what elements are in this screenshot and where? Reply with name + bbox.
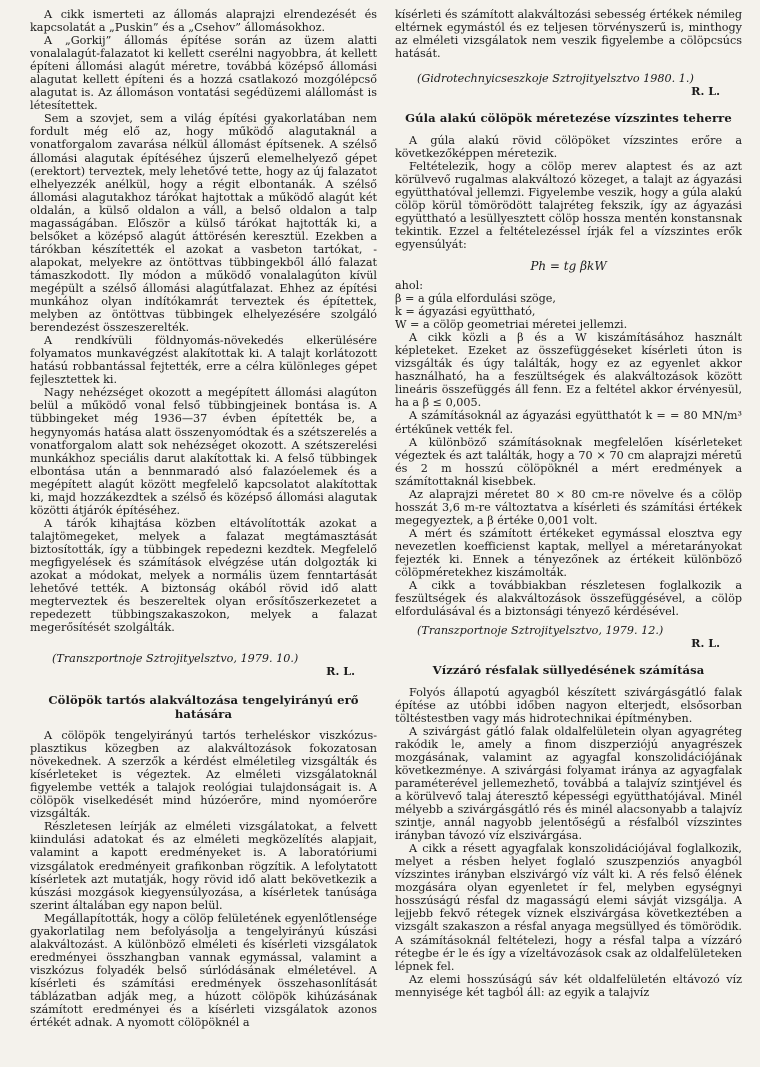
paragraph: Az elemi hosszúságú sáv két oldalfelületén eltávozó víz mennyisége két tagból áll: az egyik a talajvíz bbox=[395, 972, 742, 999]
article-heading-text: Cölöpök tartós alakváltozása tengelyirányú erő hatására bbox=[48, 693, 359, 721]
paragraph: A cikk a résett agyagfalak konszolidációjával foglalkozik, melyet a résben helyet foglaló szuszpenziós anyagból vízszintes irányban elszivárgó víz vált ki. A rés felső élének mozgására olyan egyenletet ír fel, melyben egységnyi hosszúságú résfal dz magasságú elemi sávját vizsgálja. A lejjebb fekvő rétegek víznek elszivárgása következtében a vizsgált szakaszon a résfal anyaga megsüllyed és tömörödik. A számításoknál feltételezi, hogy a résfal talpa a vízzáró rétegbe ér le és így a vízeltávozások csak az oldalfelületeken lépnek fel. bbox=[395, 842, 742, 973]
definition-item: W = a cölöp geometriai méretei jellemzi. bbox=[395, 318, 628, 332]
definition-item: β = a gúla elfordulási szöge, bbox=[395, 292, 556, 306]
article-heading-text: Vízzáró résfalak süllyedésének számítása bbox=[432, 663, 705, 678]
article-heading-text: Gúla alakú cölöpök méretezése vízszintes teherre bbox=[405, 111, 732, 126]
source-citation bbox=[395, 72, 742, 85]
paragraph: A különböző számításoknak megfelelően kísérleteket végeztek és azt találták, hogy a 70 × 70 cm alaprajzi méretű és 2 m hosszú cölöpöknél a mért eredmények a számítottaknál kisebbek. bbox=[395, 435, 742, 488]
paragraph: Részletesen leírják az elméleti vizsgálatokat, a felvett kiindulási adatokat és az elméleti megközelítés alapjait, valamint a kapott eredményeket is. A laboratóriumi vizsgálatok eredményeit grafikonban rögzítik. A lefolytatott kísérletek azt mutatják, hogy rövid idő alatt bekövetkezik a kúszási mozgások kiegyensúlyozása, a kísérletek tanúsága szerint általában egy napon belül. bbox=[30, 820, 377, 912]
paragraph: A cikk a továbbiakban részletesen foglalkozik a feszültségek és alakváltozások összefüggésével, a cölöp elfordulásával és a biztonsági tényező kérdésével. bbox=[395, 579, 742, 619]
right-column bbox=[395, 8, 742, 1067]
article-heading bbox=[395, 664, 742, 677]
author-initials: R. L. bbox=[691, 84, 720, 99]
paragraph: A számításoknál az ágyazási együtthatót k = = 80 MN/m³ értékűnek vették fel. bbox=[395, 409, 742, 436]
paragraph: kísérleti és számított alakváltozási sebesség értékek némileg eltérnek egymástól és ez teljesen törvényszerű is, minthogy az elméleti vizsgálatok nem veszik figyelembe a cölöpcsúcs hatását. bbox=[395, 8, 742, 61]
paragraph: Nagy nehézséget okozott a megépített állomási alagúton belül a működő vonal felső tübbingjeinek bontása is. A tübbingeket még 1936—37 évben építették be, a hegynyomás hatása alatt összenyomódtak és a szétszerelés a vonatforgalom alatt sok nehézséget okozott. A szétszerelési munkákhoz speciális darut alakítottak ki. A felső tübbingek elbontása után a bennmaradó alsó falazóelemek és a megépített alagút között megfelelő kapcsolatot alakítottak ki, majd hozzákezdtek a szélső és középső állomási alagutak közötti átjárók építéséhez. bbox=[30, 386, 377, 517]
paragraph: A „Gorkij” állomás építése során az üzem alatti vonalalagút-falazatot ki kellett cserélni nagyobbra, át kellett építeni állomási alagút méretre, továbbá középső állomási alagutat kellett építeni és a hozzá csatlakozó mozgólépcső alagutat is. Az állomáson vontatási segédüzemi alállomást is létesítettek. bbox=[30, 34, 377, 113]
author-initials: R. L. bbox=[326, 664, 355, 679]
formula: Ph = tg βkW bbox=[530, 259, 607, 274]
author-initials: R. L. bbox=[691, 636, 720, 651]
paragraph: Az alaprajzi méretet 80 × 80 cm-re növelve és a cölöp hosszát 3,6 m-re változtatva a kísérleti és számítási értékek megegyeztek, a β értéke 0,001 volt. bbox=[395, 487, 742, 527]
article-heading bbox=[30, 694, 377, 721]
paragraph: A cölöpök tengelyirányú tartós terheléskor viszkózus-plasztikus közegben az alakváltozások fokozatosan növekednek. A szerzők a kérdést elméletileg vizsgálták és kísérleteket is végeztek. Az elméleti vizsgálatoknál figyelembe vették a talajok reológiai tulajdonságait is. A cölöpök viselkedését mind húzóerőre, mind nyomóerőre vizsgálták. bbox=[30, 729, 377, 821]
paragraph: Sem a szovjet, sem a világ építési gyakorlatában nem fordult még elő az, hogy működő alagutaknál a vonatforgalom zavarása nélkül állomást építsenek. A szélső állomási alagutak építéséhez újszerű elemelhelyező gépet (erektort) terveztek, mely lehetővé tette, hogy az új falazatot elhelyezzék anélkül, hogy a régit elbontanák. A szélső állomási alagutakhoz tárókat hajtottak a működő alagút két oldalán, a külső oldalon a váll, a belső oldalon a talp magasságában. Először a külső tárókat hajtották ki, a belsőket a középső alagút áttörésén keresztül. Ezekben a tárókban készítették el azokat a vasbeton tartókat, -alapokat, melyekre az öntöttvas tübbingekből álló falazat támaszkodott. Ily módon a működő vonalalagúton kívül megépült a szélső állomási alagútfalazat. Ehhez az építési munkához olyan indítókamrát terveztek és építettek, melyben az öntöttvas tübbingek elhelyezésére szolgáló berendezést összeszerelték. bbox=[30, 112, 377, 335]
source-citation-text: (Gidrotechnyicseszkoje Sztrojityelsztvo 1980. 1.) bbox=[417, 72, 694, 86]
paragraph: A rendkívüli földnyomás-növekedés elkerülésére folyamatos munkavégzést alakítottak ki. A talajt korlátozott hatású robbantással fejtették, erre a célra különleges gépet fejlesztettek ki. bbox=[30, 334, 377, 387]
paragraph: A mért és számított értékeket egymással elosztva egy nevezetlen koefficienst kaptak, mellyel a méretarányokat fejezték ki. Ennek a tényezőnek az értékeit különböző cölöpméretekhez kiszámolták. bbox=[395, 526, 742, 580]
left-column bbox=[30, 8, 377, 1067]
definition-item: k = ágyazási együttható, bbox=[395, 305, 536, 319]
paragraph: A cikk közli a β és a W kiszámításához használt képleteket. Ezeket az összefüggéseket kísérleti úton is vizsgálták és úgy találták, hogy ez az egyenlet akkor használható, ha a feszültségek és alakváltozások között lineáris összefüggés áll fenn. Ez a feltétel akkor érvényesül, ha a β ≤ 0,005. bbox=[395, 331, 742, 410]
definition-list bbox=[395, 279, 742, 331]
paragraph: Megállapították, hogy a cölöp felületének egyenlőtlensége gyakorlatilag nem befolyásolja a tengelyirányú kúszási alakváltozást. A különböző elméleti és kísérleti vizsgálatok eredményei összhangban vannak egymással, valamint a viszkózus folyadék belső súrlódásának elméletével. A kísérleti és számítási eredmények összehasonlítását táblázatban adják meg, a húzott cölöpök kihúzásának számított eredményei és a kísérleti vizsgálatok azonos értékét adnak. A nyomott cölöpöknél a bbox=[30, 911, 377, 1030]
source-citation: (Transzportnoje Sztrojityelsztvo, 1979. 12.) bbox=[417, 624, 664, 638]
paragraph: A tárók kihajtása közben eltávolították azokat a talajtömegeket, melyek a falazat megtámasztását biztosították, így a tübbingek repedezni kezdtek. Megfelelő megfigyelések és számítások elvégzése után dolgozták ki azokat a módokat, melyek a normális üzem fenntartását lehetővé tették. A biztonság okából rövid idő alatt megterveztek és beszereltek olyan erősítőszerkezetet a repedezett tübbingszakaszokon, melyek a falazat megerősítését szolgálták. bbox=[30, 516, 377, 635]
paragraph: Folyós állapotú agyagból készített szivárgásgátló falak építése az utóbbi időben nagyon elterjedt, elsősorban töltéstestben vagy más hidrotechnikai építményben. bbox=[395, 685, 742, 725]
paragraph: A gúla alakú rövid cölöpöket vízszintes erőre a következőképpen méretezik. bbox=[395, 133, 742, 160]
source-citation: (Transzportnoje Sztrojityelsztvo, 1979. 10.) bbox=[52, 652, 299, 666]
paragraph: Feltételezik, hogy a cölöp merev alaptest és az azt körülvevő rugalmas alakváltozó közeget, a talajt az ágyazási együtthatóval jellemzi. Figyelembe veszik, hogy a gúla alakú cölöp körül tömörödött talajréteg fekszik, így az ágyazási együttható a lesüllyesztett cölöp hossza mentén konstansnak tekintik. Ezzel a feltételezéssel írják fel a vízszintes erők egyensúlyát: bbox=[395, 159, 742, 251]
where-label: ahol: bbox=[395, 279, 423, 293]
paragraph: A szivárgást gátló falak oldalfelületein olyan agyagréteg rakódik le, amely a finom diszperziójú anyagrészek mozgásának, valamint az agyagfal konszolidációjának következménye. A szivárgási folyamat iránya az agyagfalak paraméterével jellemezhető, továbbá a talajvíz szintjével és a körülvevő talaj áteresztő képességi együtthatójával. Minél mélyebb a szivárgásgátló rés és minél alacsonyabb a talajvíz szintje, annál nagyobb jelentőségű a résfalból vízszintes irányban távozó víz elszivárgása. bbox=[395, 724, 742, 843]
article-heading bbox=[395, 112, 742, 125]
paragraph: A cikk ismerteti az állomás alaprajzi elrendezését és kapcsolatát a „Puskin” és a „Csehov” állomásokhoz. bbox=[30, 8, 377, 35]
